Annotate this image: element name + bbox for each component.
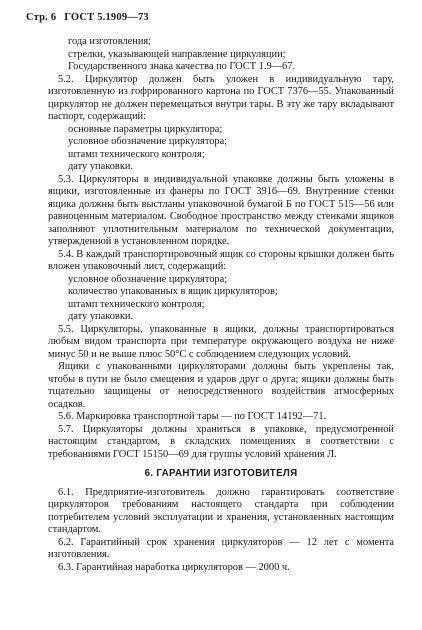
paragraph-6-1: 6.1. Предприятие-изготовитель должно гарантировать соответствие циркуляторов требованиям настоящего стандарта при соблюдении потребителем условий эксплуатации и хранения, установленных настоящим стандартом. bbox=[48, 486, 394, 535]
paragraph-5-3: 5.3. Циркуляторы в индивидуальной упаковке должны быть уложены в ящики, изготовленные из фанеры по ГОСТ 3916—69. Внутренние стенки ящика должны быть выстланы упаковочной бумагой Б по ГОСТ 515—56 или равноценным материалом. Свободное пространство между стенками ящиков заполняют уплотнительным материалом по технической документации, утвержденной в установленном порядке. bbox=[48, 173, 394, 247]
list-item: основные параметры циркулятора; bbox=[68, 123, 223, 135]
standard-designation: ГОСТ 5.1909—73 bbox=[64, 12, 149, 23]
list-item: условное обозначение циркулятора; bbox=[68, 136, 228, 147]
paragraph-6-3: 6.3. Гарантийная наработка циркуляторов — 2000 ч. bbox=[58, 561, 290, 573]
list-item: количество упакованных в ящик циркуляторов; bbox=[68, 286, 278, 297]
paragraph-6-2: 6.2. Гарантийный срок хранения циркуляторов — 12 лет с момента изготовления. bbox=[48, 536, 394, 560]
list-item: дату упаковки. bbox=[68, 311, 134, 322]
list-item: дату упаковки. bbox=[68, 161, 134, 172]
list-item: стрелки, указывающей направление циркуляции; bbox=[68, 48, 286, 60]
section-heading: 6. ГАРАНТИИ ИЗГОТОВИТЕЛЯ bbox=[144, 468, 298, 479]
list-item: Государственного знака качества по ГОСТ 1.9—67. bbox=[68, 61, 296, 72]
paragraph-5-6: 5.6. Маркировка транспортной тары — по ГОСТ 14192—71. bbox=[58, 411, 327, 422]
list-item: года изготовления; bbox=[68, 36, 152, 47]
list-item: штамп технического контроля; bbox=[68, 298, 205, 310]
paragraph-5-5-cont: Ящики с упакованными циркуляторами должны быть укреплены так, чтобы в пути не было смещения и ударов друг о друга; ящики должны быть тщательно защищены от непосредственного воздействия атмосферных осадков. bbox=[48, 361, 394, 410]
paragraph-5-4: 5.4. В каждый транспортировочный ящик со стороны крышки должен быть вложен упаковочный лист, содержащий: bbox=[48, 248, 394, 272]
list-item: условное обозначение циркулятора; bbox=[68, 273, 228, 285]
page-header bbox=[26, 12, 149, 23]
list-item: штамп технического контроля; bbox=[68, 148, 205, 160]
page-number: Стр. 6 bbox=[26, 12, 57, 23]
paragraph-5-2: 5.2. Циркулятор должен быть уложен в индивидуальную тару, изготовленную из гофрированного картона по ГОСТ 7376—55. Упакованный циркулятор не должен перемещаться внутри тары. В эту же тару вкладывают паспорт, содержащий: bbox=[48, 73, 394, 122]
paragraph-5-5: 5.5. Циркуляторы, упакованные в ящики, должны транспортироваться любым видом транспорта при температуре окружающего воздуха не ниже минус 50 и не выше плюс 50°C с соблюдением следующих условий. bbox=[48, 323, 394, 360]
document-body bbox=[48, 36, 394, 574]
paragraph-5-7: 5.7. Циркуляторы должны храниться в упаковке, предусмотренной настоящим стандартом, в складских помещениях в соответствии с требованиями ГОСТ 15150—69 для группы условий хранения Л. bbox=[48, 423, 394, 460]
